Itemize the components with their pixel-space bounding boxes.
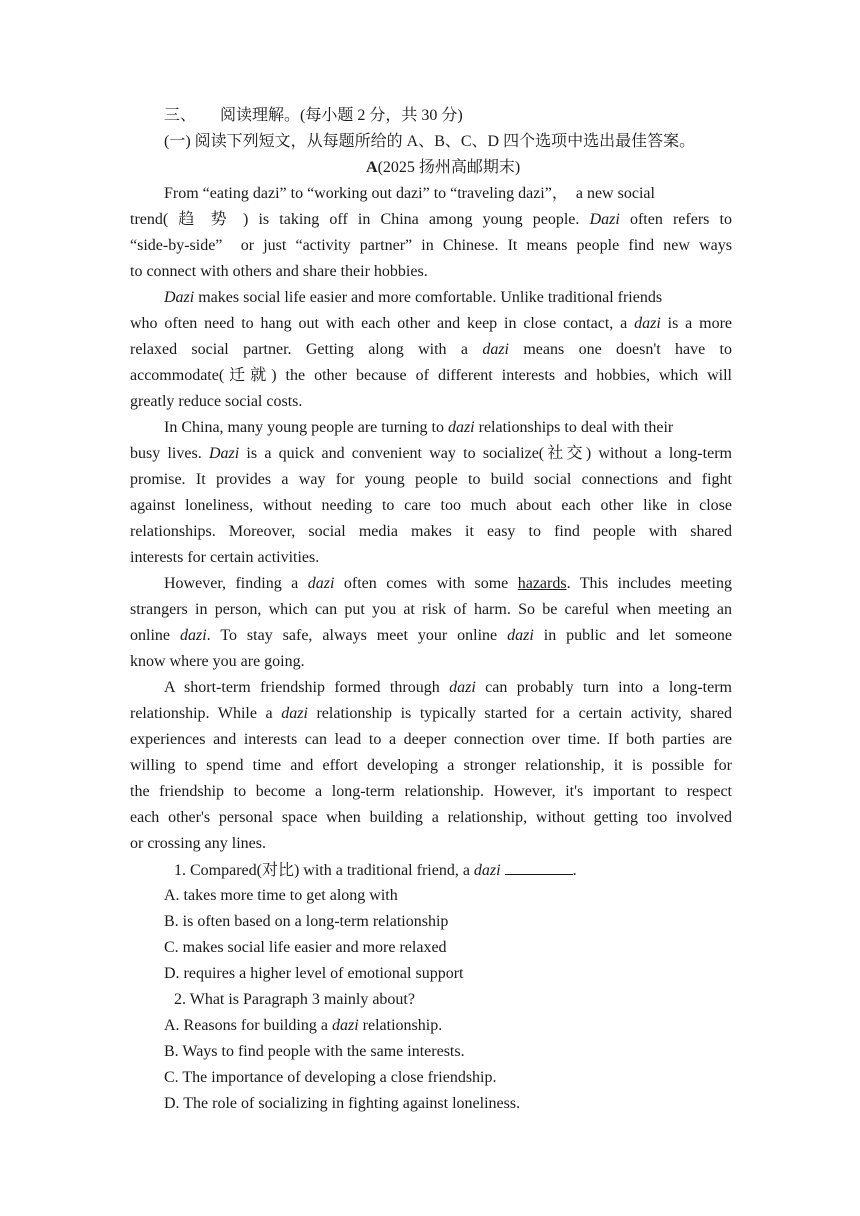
text-line: Dazi makes social life easier and more comfortable. Unlike traditional friends: [164, 289, 663, 306]
option-a[interactable]: A. takes more time to get along with: [164, 887, 398, 904]
text-line: the friendship to become a long-term relationship. However, it's important to respect: [130, 783, 732, 800]
section-title: 阅读理解。: [220, 107, 301, 124]
text-line: to connect with others and share their hobbies.: [130, 263, 428, 280]
section-number: 三、: [164, 107, 197, 124]
text-line: or crossing any lines.: [130, 835, 266, 852]
question-stem: 2. What is Paragraph 3 mainly about?: [174, 991, 415, 1008]
option-d[interactable]: D. requires a higher level of emotional support: [164, 965, 464, 982]
text-line: relationships. Moreover, social media makes it easy to find people with shared: [130, 523, 732, 540]
text-line: In China, many young people are turning to dazi relationships to deal with their: [164, 419, 674, 436]
hazards-underlined-word: hazards: [517, 575, 567, 592]
text-line: against loneliness, without needing to care too much about each other like in close: [130, 497, 732, 514]
option-a[interactable]: A. Reasons for building a dazi relationship.: [164, 1017, 443, 1034]
text-line: who often need to hang out with each other and keep in close contact, a dazi is a more: [130, 315, 732, 332]
text-line: relationship. While a dazi relationship is typically started for a certain activity, shared: [130, 705, 733, 722]
question-stem: 1. Compared(对比) with a traditional friend, a dazi .: [174, 862, 577, 879]
text-line: experiences and interests can lead to a deeper connection over time. If both parties are: [130, 731, 732, 748]
text-line: accommodate(迁就) the other because of different interests and hobbies, which will: [130, 367, 732, 384]
text-line: know where you are going.: [130, 653, 305, 670]
text-line: busy lives. Dazi is a quick and convenient way to socialize(社交) without a long-term: [130, 445, 732, 462]
section-instruction: (一) 阅读下列短文，从每题所给的 A、B、C、D 四个选项中选出最佳答案。: [164, 133, 696, 150]
option-d[interactable]: D. The role of socializing in fighting against loneliness.: [164, 1095, 521, 1112]
text-line: strangers in person, which can put you at risk of harm. So be careful when meeting an: [130, 601, 732, 618]
text-line: However, finding a dazi often comes with some hazards. This includes meeting: [164, 575, 732, 592]
text-line: promise. It provides a way for young people to build social connections and fight: [130, 471, 732, 488]
option-c[interactable]: C. makes social life easier and more relaxed: [164, 939, 447, 956]
section-scoring: (每小题 2 分，共 30 分): [300, 107, 463, 124]
section-heading: [164, 106, 463, 126]
answer-blank: [505, 860, 573, 875]
text-line: willing to spend time and effort developing a stronger relationship, it is possible for: [130, 757, 732, 774]
option-b[interactable]: B. is often based on a long-term relationship: [164, 913, 449, 930]
text-line: interests for certain activities.: [130, 549, 320, 566]
text-line: A short-term friendship formed through dazi can probably turn into a long-term: [164, 679, 733, 696]
option-c[interactable]: C. The importance of developing a close friendship.: [164, 1069, 497, 1086]
text-line: relaxed social partner. Getting along with a dazi means one doesn't have to: [130, 341, 733, 358]
passage-source: (2025 扬州高邮期末): [377, 159, 521, 176]
text-line: “side-by-side” or just “activity partner” in Chinese. It means people find new ways: [130, 237, 732, 254]
text-line: online dazi. To stay safe, always meet your online dazi in public and let someone: [130, 627, 733, 644]
text-line: trend( 趋 势 ) is taking off in China among young people. Dazi often refers to: [130, 211, 732, 228]
text-line: greatly reduce social costs.: [130, 393, 303, 410]
passage-heading: [366, 158, 520, 178]
text-line: From “eating dazi” to “working out dazi” to “traveling dazi”， a new social: [164, 185, 655, 202]
passage-label: A: [366, 159, 378, 176]
option-b[interactable]: B. Ways to find people with the same interests.: [164, 1043, 465, 1060]
text-line: each other's personal space when building a relationship, without getting too involved: [130, 809, 732, 826]
